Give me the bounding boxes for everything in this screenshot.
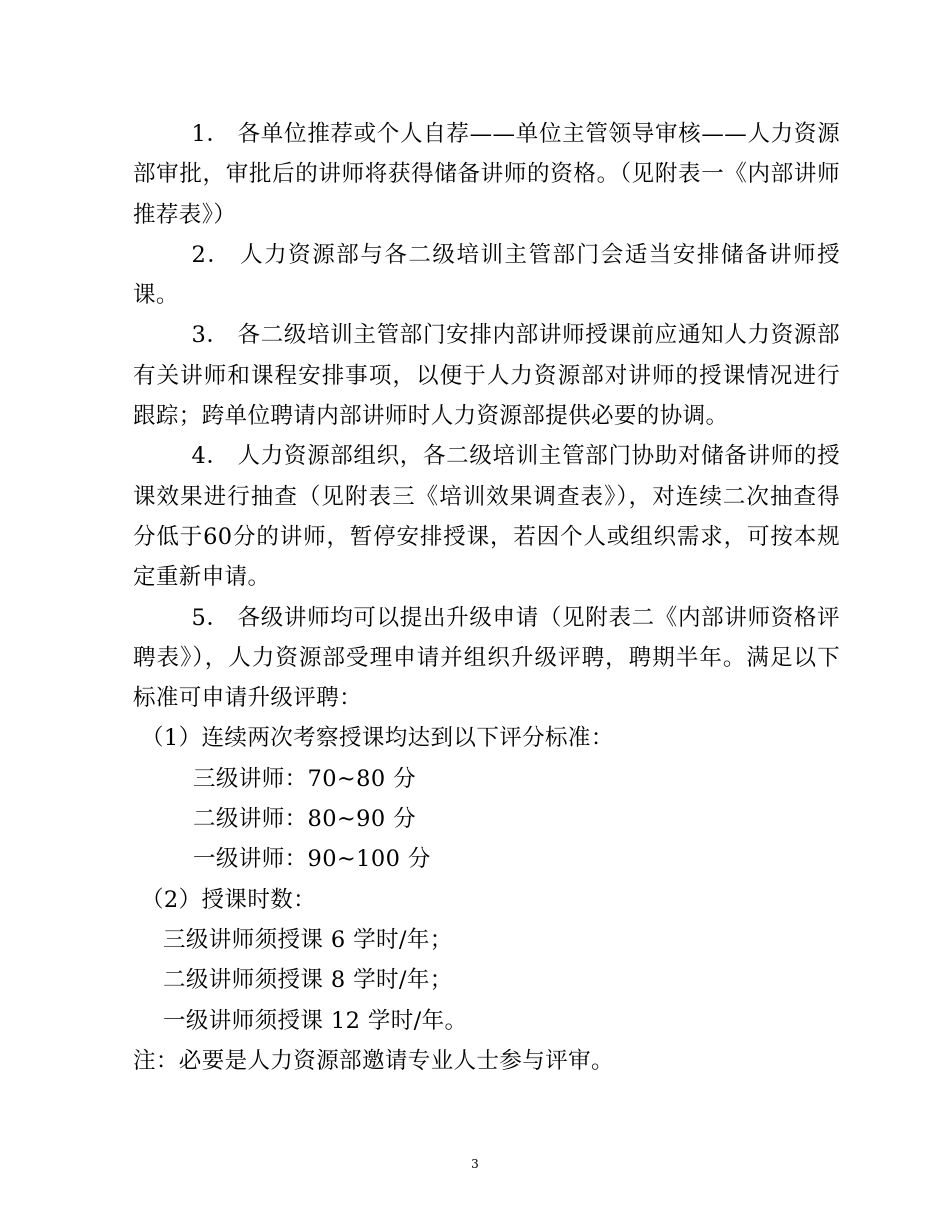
teaching-hours-level-2: 二级讲师须授课 8 学时/年； <box>163 967 453 994</box>
teaching-hours-level-1: 一级讲师须授课 12 学时/年。 <box>163 1007 468 1034</box>
document-body <box>133 114 840 1081</box>
paragraph-3: 3． 各二级培训主管部门安排内部讲师授课前应通知人力资源部有关讲师和课程安排事项，以便于人力资源部对讲师的授课情况进行跟踪；跨单位聘请内部讲师时人力资源部提供必要的协调。 <box>133 322 840 430</box>
criteria-2-heading: （2）授课时数： <box>141 886 317 913</box>
score-standard-level-3: 三级讲师：70~80 分 <box>193 765 417 792</box>
paragraph-2: 2． 人力资源部与各二级培训主管部门会适当安排储备讲师授课。 <box>133 241 840 309</box>
criteria-1-heading: （1）连续两次考察授课均达到以下评分标准： <box>141 725 614 752</box>
paragraph-1: 1． 各单位推荐或个人自荐——单位主管领导审核——人力资源部审批，审批后的讲师将获得储备讲师的资格。（见附表一《内部讲师推荐表》） <box>133 121 840 228</box>
paragraph-5: 5． 各级讲师均可以提出升级申请（见附表二《内部讲师资格评聘表》），人力资源部受理申请并组织升级评聘，聘期半年。满足以下标准可申请升级评聘： <box>133 604 840 712</box>
score-standard-level-1: 一级讲师：90~100 分 <box>193 846 431 873</box>
paragraph-4: 4． 人力资源部组织，各二级培训主管部门协助对储备讲师的授课效果进行抽查（见附表三《培训效果调查表》），对连续二次抽查得分低于60分的讲师，暂停安排授课，若因个人或组织需求，可按本规定重新申请。 <box>133 443 840 591</box>
teaching-hours-level-3: 三级讲师须授课 6 学时/年； <box>163 926 453 953</box>
score-standard-level-2: 二级讲师：80~90 分 <box>193 806 417 833</box>
page-number: 3 <box>471 1157 479 1171</box>
note: 注：必要是人力资源部邀请专业人士参与评审。 <box>133 1047 614 1074</box>
